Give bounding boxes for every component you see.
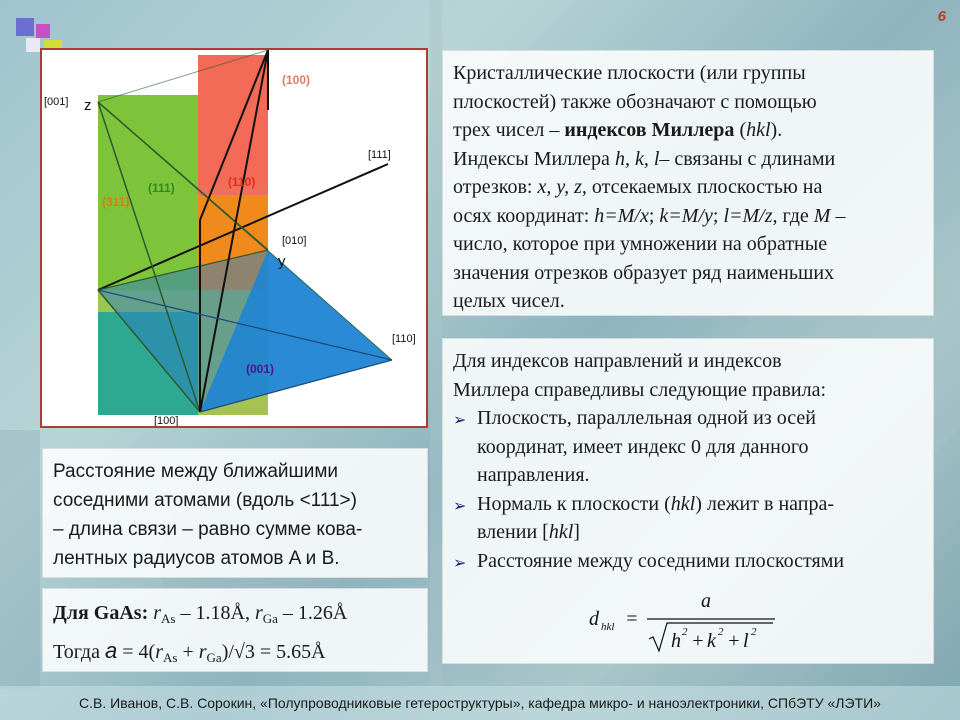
interplanar-distance-formula: [583, 585, 783, 655]
text-line: трех чисел – индексов Миллера (hkl).: [453, 119, 783, 141]
label-plane-111: (111): [148, 181, 175, 195]
text-line: целых чисел.: [453, 290, 565, 312]
arrow-bullet-icon: ➢: [453, 495, 467, 515]
formula-exp-l: 2: [751, 626, 757, 638]
text-line: осях координат: h=M/x; k=M/y; l=M/z, где M –: [453, 204, 846, 227]
formula-d-sub: hkl: [601, 621, 615, 633]
arrow-bullet-icon: ➢: [453, 410, 467, 429]
formula-plus-1: +: [691, 630, 705, 652]
miller-indices-panel: [442, 50, 934, 316]
formula-l: l: [743, 630, 749, 652]
label-plane-110: (110): [228, 175, 256, 189]
bond-length-panel: [42, 448, 428, 578]
text-line: Для индексов направлений и индексов: [453, 350, 782, 372]
formula-d: d: [589, 608, 599, 630]
label-axis-y: y: [278, 253, 286, 270]
formula-exp-h: 2: [682, 626, 688, 638]
crystal-planes-figure: [40, 48, 428, 428]
label-plane-100: (100): [282, 73, 311, 87]
text-line: лентных радиусов атомов A и B.: [53, 548, 340, 569]
label-axis-z: z: [84, 97, 92, 114]
text-line: Тогда $a = 4(r_{As} + r_{Ga})/√3$ = 5.65Å: [53, 638, 326, 665]
text-line: координат, имеет индекс 0 для данного: [477, 435, 809, 458]
rules-panel: [442, 338, 934, 664]
rule-item-2: [453, 490, 923, 547]
text-line: плоскостей) также обозначают с помощью: [453, 90, 817, 113]
label-axis-110: [110]: [392, 333, 416, 345]
text-line: отрезков: x, y, z, отсекаемых плоскостью на: [453, 176, 823, 198]
rule-item-1: [453, 404, 923, 490]
footer-credits: С.В. Иванов, С.В. Сорокин, «Полупроводниковые гетероструктуры», кафедра микро- и наноэлектроники, СПбЭТУ «ЛЭТИ»: [0, 686, 960, 720]
text-line: Нормаль к плоскости (hkl) лежит в напра-: [477, 492, 834, 515]
label-axis-010: [010]: [282, 235, 307, 247]
label-plane-311: (311): [102, 195, 130, 209]
label-axis-100: [100]: [154, 415, 179, 426]
crystal-diagram: [42, 50, 426, 426]
text-line: Плоскость, параллельная одной из осей: [477, 407, 816, 429]
gaas-panel: [42, 588, 428, 672]
text-line: влении [hkl]: [477, 521, 580, 543]
label-axis-001: [001]: [44, 96, 69, 108]
label-plane-001: (001): [246, 362, 275, 376]
text-line: Расстояние между соседними плоскостями: [477, 549, 845, 572]
text-line: соседними атомами (вдоль <111>): [53, 490, 357, 511]
rule-item-3: [453, 547, 923, 578]
text-line: значения отрезков образует ряд наименьших: [453, 261, 835, 284]
text-line: Кристаллические плоскости (или группы: [453, 62, 806, 84]
arrow-bullet-icon: ➢: [453, 552, 467, 572]
text-line: Расстояние между ближайшими: [53, 461, 339, 482]
text-line: – длина связи – равно сумме кова-: [53, 519, 363, 540]
slide-number: 6: [937, 8, 946, 25]
label-axis-111: [111]: [368, 149, 391, 161]
formula-numerator: a: [701, 590, 711, 612]
formula-plus-2: +: [727, 630, 741, 652]
text-line: Индексы Миллера h, k, l– связаны с длинами: [453, 147, 836, 170]
text-line: Миллера справедливы следующие правила:: [453, 378, 827, 401]
text-line: направления.: [477, 464, 590, 486]
text-line: число, которое при умножении на обратные: [453, 233, 828, 255]
text-line: Для GaAs: $r_{As}$ – 1.18Å, $r_{Ga}$ – 1.26Å: [53, 602, 348, 626]
formula-exp-k: 2: [718, 626, 724, 638]
formula-h: h: [671, 630, 681, 652]
formula-eq: =: [625, 608, 639, 630]
formula-k: k: [707, 630, 716, 652]
